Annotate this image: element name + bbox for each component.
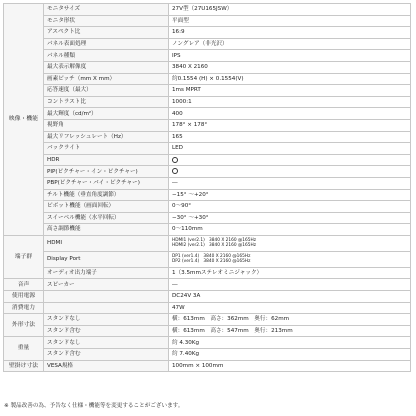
section-weight: 重量 (4, 337, 44, 360)
label-swivel: スイーベル機能（水平回転） (44, 212, 169, 224)
table-row (4, 251, 411, 267)
label-contrast: コントラスト比 (44, 96, 169, 108)
table-row (4, 166, 411, 178)
label-backlight: バックライト (44, 143, 169, 155)
label-surface: パネル表面処理 (44, 38, 169, 50)
label-response: 応答速度（最大） (44, 85, 169, 97)
value-pip (169, 166, 411, 178)
table-row (4, 85, 411, 97)
value-pitch: 約0.1554 (H) × 0.1554(V) (169, 73, 411, 85)
value-vesa: 100mm × 100mm (169, 360, 411, 372)
label-hdmi: HDMI (44, 235, 169, 251)
section-power-use: 消費電力 (4, 302, 44, 314)
value-refresh: 165 (169, 131, 411, 143)
label-audio-out: オーディオ出力端子 (44, 267, 169, 279)
label-height: 高さ調節機能 (44, 224, 169, 236)
label-aspect: アスペクト比 (44, 27, 169, 39)
value-surface: ノングレア（非光沢） (169, 38, 411, 50)
table-row (4, 73, 411, 85)
value-response: 1ms MPRT (169, 85, 411, 97)
label-weight-stand: スタンド含む (44, 349, 169, 361)
table-row (4, 224, 411, 236)
value-swivel: −30° 〜+30° (169, 212, 411, 224)
value-pivot: 0〜90° (169, 201, 411, 213)
dp-line-1: DP1 (ver1.4) 3840 X 2160 @165Hz (172, 253, 251, 259)
value-contrast: 1000:1 (169, 96, 411, 108)
value-speaker: ― (169, 279, 411, 291)
spec-table (3, 3, 411, 372)
section-video: 映像・機能 (4, 4, 44, 236)
value-hdr (169, 154, 411, 166)
table-row (4, 235, 411, 251)
section-dims: 外形寸法 (4, 314, 44, 337)
footnote: ※ 製品改善の為、予告なく仕様・機能等を変更することがございます。 (4, 403, 184, 409)
table-row (4, 337, 411, 349)
label-maxres: 最大表示解像度 (44, 61, 169, 73)
label-weight-nostand: スタンドなし (44, 337, 169, 349)
label-dims-nostand: スタンドなし (44, 314, 169, 326)
table-row (4, 143, 411, 155)
table-row (4, 61, 411, 73)
table-row (4, 189, 411, 201)
table-row (4, 349, 411, 361)
table-row (4, 325, 411, 337)
value-maxres: 3840 X 2160 (169, 61, 411, 73)
spec-sheet (3, 3, 413, 372)
label-brightness: 最大輝度（cd/m²） (44, 108, 169, 120)
value-tilt: −15° 〜+20° (169, 189, 411, 201)
value-hdmi (169, 235, 411, 251)
table-row (4, 4, 411, 16)
label-vesa: VESA規格 (44, 360, 169, 372)
table-row (4, 27, 411, 39)
label-angle: 視野角 (44, 119, 169, 131)
label-pip: PIP(ピクチャー・イン・ピクチャー) (44, 166, 169, 178)
section-power-src: 使用電源 (4, 291, 44, 303)
label-hdr: HDR (44, 154, 169, 166)
table-row (4, 119, 411, 131)
table-row (4, 15, 411, 27)
hdmi-line-2: HDMI2 (ver2.1) 3840 X 2160 @165Hz (172, 243, 256, 249)
label-power-use-blank (44, 302, 169, 314)
label-speaker: スピーカー (44, 279, 169, 291)
circle-icon (172, 168, 178, 174)
value-model: 27V型（27U165JSW） (169, 4, 411, 16)
dp-line-2: DP2 (ver1.4) 3840 X 2160 @165Hz (172, 259, 251, 265)
value-height: 0〜110mm (169, 224, 411, 236)
table-row (4, 96, 411, 108)
value-dims-nostand: 横：613mm 高さ：362mm 奥行：62mm (169, 314, 411, 326)
value-brightness: 400 (169, 108, 411, 120)
table-row (4, 50, 411, 62)
section-ports: 端子群 (4, 235, 44, 279)
circle-icon (172, 157, 178, 163)
value-weight-nostand: 約 4.30Kg (169, 337, 411, 349)
label-panel: パネル種類 (44, 50, 169, 62)
hdmi-line-1: HDMI1 (ver2.1) 3840 X 2160 @165Hz (172, 237, 256, 243)
table-row (4, 212, 411, 224)
table-row (4, 131, 411, 143)
label-pitch: 画素ピッチ（mm X mm） (44, 73, 169, 85)
table-row (4, 360, 411, 372)
value-pbp: ― (169, 177, 411, 189)
value-power-use: 47W (169, 302, 411, 314)
value-panel: IPS (169, 50, 411, 62)
label-tilt: チルト機能（垂直角度調節） (44, 189, 169, 201)
value-dims-stand: 横：613mm 高さ：547mm 奥行：213mm (169, 325, 411, 337)
table-row (4, 302, 411, 314)
label-refresh: 最大リフレッシュレート（Hz） (44, 131, 169, 143)
label-pivot: ピボット機能（画面回転） (44, 201, 169, 213)
value-angle: 178° × 178° (169, 119, 411, 131)
label-dp: Display Port (44, 251, 169, 267)
table-row (4, 314, 411, 326)
table-row (4, 177, 411, 189)
table-row (4, 291, 411, 303)
label-power-src-blank (44, 291, 169, 303)
value-weight-stand: 約 7.40Kg (169, 349, 411, 361)
table-row (4, 38, 411, 50)
label-pbp: PBP(ピクチャー・バイ・ピクチャー) (44, 177, 169, 189)
section-mount: 壁掛け寸法 (4, 360, 44, 372)
table-row (4, 201, 411, 213)
value-backlight: LED (169, 143, 411, 155)
value-aspect: 16:9 (169, 27, 411, 39)
label-shape: モニタ形状 (44, 15, 169, 27)
table-row (4, 267, 411, 279)
value-power-src: DC24V 3A (169, 291, 411, 303)
value-dp (169, 251, 411, 267)
label-dims-stand: スタンド含む (44, 325, 169, 337)
section-audio: 音声 (4, 279, 44, 291)
table-row (4, 154, 411, 166)
table-row (4, 279, 411, 291)
label-model: モニタサイズ (44, 4, 169, 16)
value-audio-out: 1（3.5mmステレオミニジャック） (169, 267, 411, 279)
value-shape: 平面型 (169, 15, 411, 27)
table-row (4, 108, 411, 120)
